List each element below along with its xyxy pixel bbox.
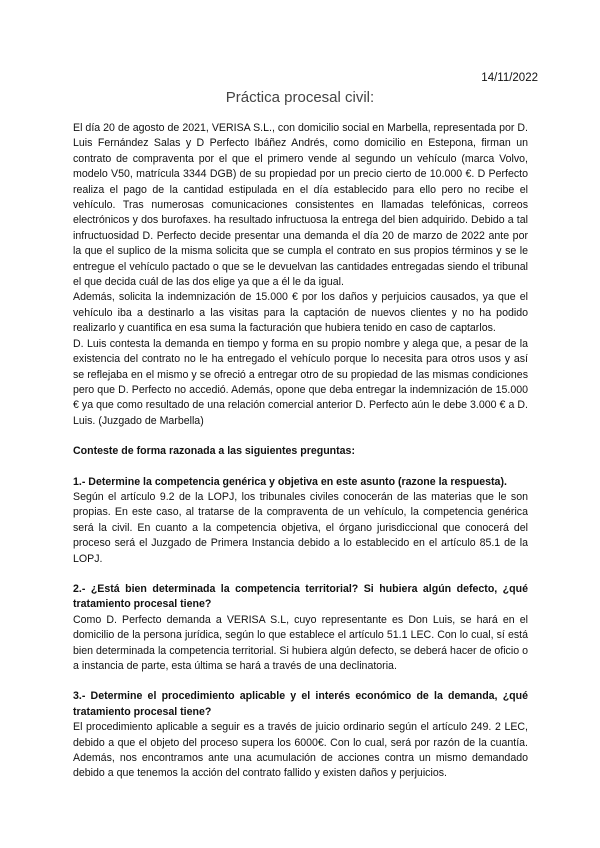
document-date: 14/11/2022 (481, 72, 538, 84)
question-1: 1.- Determine la competencia genérica y objetiva en este asunto (razone la respuesta). (73, 475, 507, 488)
question-3: 3.- Determine el procedimiento aplicable y el interés económico de la demanda, ¿qué tratamiento procesal tiene? (73, 690, 528, 718)
case-paragraph-2: Además, solicita la indemnización de 15.000 € por los daños y perjuicios causados, ya que el vehículo iba a destinarlo a las visitas para la captación de nuevos clientes y no ha podido realizarlo y cuantifica en esa suma la facturación que hubiera tenido en caso de captarlos. (73, 291, 528, 335)
answer-1: Según el artículo 9.2 de la LOPJ, los tribunales civiles conocerán de las materias que le son propias. En este caso, al tratarse de la compraventa de un vehículo, la competencia genérica será la civil. En cuanto a la competencia objetiva, el órgano jurisdiccional que conocerá del proceso será el Juzgado de Primera Instancia debido a lo establecido en el artículo 85.1 de la LOPJ. (73, 490, 528, 565)
case-paragraph-3: D. Luis contesta la demanda en tiempo y forma en su propio nombre y alega que, a pesar de la existencia del contrato no le ha entregado el vehículo porque lo necesita para otros usos y así se reflejaba en el mismo y se ofreció a entregar otro de su propiedad de las mismas condiciones pero que D. Perfecto no accedió. Además, opone que deba entregar la indemnización de 15.000 € ya que como resultado de una relación comercial anterior D. Perfecto aún le debe 3.000 € a D. Luis. (Juzgado de Marbella) (73, 337, 528, 427)
answer-2: Como D. Perfecto demanda a VERISA S.L, cuyo representante es Don Luis, se hará en el domicilio de la persona jurídica, según lo que establece el artículo 51.1 LEC. Con lo cual, sí está bien determinada la competencia territorial. Si hubiera algún defecto, se deberá hacer de oficio o a instancia de parte, esta última se hará a través de una declinatoria. (73, 613, 528, 672)
document-body (73, 121, 528, 782)
document-title: Práctica procesal civil: (225, 89, 375, 106)
case-paragraph-1: El día 20 de agosto de 2021, VERISA S.L., con domicilio social en Marbella, representada por D. Luis Fernández Salas y D Perfecto Ibáñez Andrés, como domicilio en Estepona, firman un contrato de compraventa por el que el primero vende al segundo un vehículo (marca Volvo, modelo V50, matrícula 3344 DGB) de su propiedad por un precio cierto de 10.000 €. D Perfecto realiza el pago de la cantidad estipulada en el día establecido para ello pero no recibe el vehículo. Tras numerosas comunicaciones consistentes en llamadas telefónicas, correos electrónicos y dos burofaxes. ha resultado infructuosa la entrega del bien adquirido. Debido a tal infructuosidad D. Perfecto decide presentar una demanda el día 20 de marzo de 2022 ante por la que el suplico de la misma solicita que se cumpla el contrato en sus propios términos y se le entregue el vehículo pactado o que se le devuelvan las cantidades entregadas siendo el tribunal el que decida cuál de las dos elige ya que a él le da igual. (73, 122, 528, 289)
question-2: 2.- ¿Está bien determinada la competencia territorial? Si hubiera algún defecto, ¿qué tratamiento procesal tiene? (73, 582, 528, 611)
answer-3: El procedimiento aplicable a seguir es a través de juicio ordinario según el artículo 249. 2 LEC, debido a que el objeto del proceso supera los 6000€. Con lo cual, será por razón de la cuantía. Además, nos encontramos ante una acumulación de acciones contra un mismo demandado debido a que tenemos la acción del contrato fallido y existen daños y perjuicios. (73, 721, 528, 780)
instructions-heading: Conteste de forma razonada a las siguientes preguntas: (73, 445, 355, 458)
